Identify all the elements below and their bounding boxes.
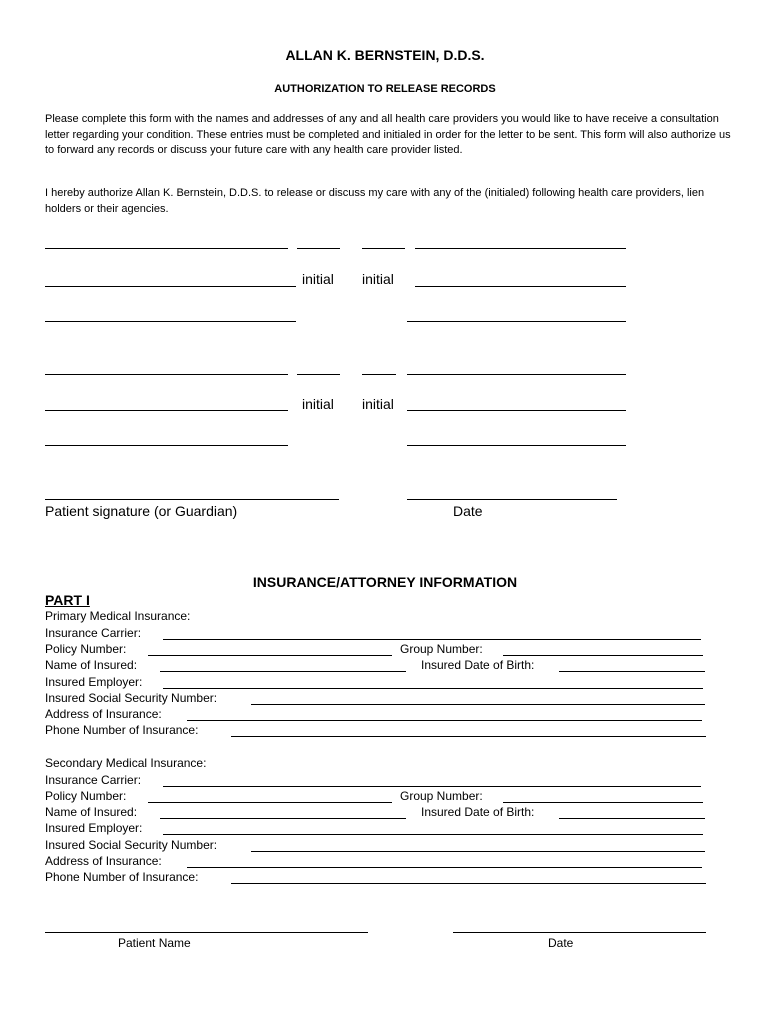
primary-insured-name-field[interactable] xyxy=(160,671,406,672)
provider-1-right-line-1[interactable] xyxy=(415,248,626,249)
provider-2-city-line[interactable] xyxy=(45,445,288,446)
provider-1-right-line-3[interactable] xyxy=(407,321,626,322)
secondary-group-field[interactable] xyxy=(503,802,703,803)
ssn-label: Insured Social Security Number: xyxy=(45,691,218,705)
signature-date-label: Date xyxy=(453,503,483,519)
initial-label: initial xyxy=(302,396,334,412)
provider-1-address-line[interactable] xyxy=(45,286,296,287)
address-label: Address of Insurance: xyxy=(45,854,162,868)
insured-name-label: Name of Insured: xyxy=(45,805,138,819)
provider-1-initial-line-a[interactable] xyxy=(297,248,340,249)
part-label: PART I xyxy=(45,592,90,608)
policy-label: Policy Number: xyxy=(45,789,127,803)
carrier-label: Insurance Carrier: xyxy=(45,773,142,787)
primary-dob-field[interactable] xyxy=(559,671,705,672)
secondary-phone-field[interactable] xyxy=(231,883,706,884)
secondary-employer-field[interactable] xyxy=(163,834,703,835)
group-label: Group Number: xyxy=(400,789,483,803)
intro-paragraph-2: I hereby authorize Allan K. Bernstein, D.D.S. to release or discuss my care with any of the (initialed) following health care providers, lien holders or their agencies. xyxy=(45,187,705,215)
policy-label: Policy Number: xyxy=(45,642,127,656)
provider-1-name-line[interactable] xyxy=(45,248,288,249)
provider-1-city-line[interactable] xyxy=(45,321,296,322)
provider-1-right-line-2[interactable] xyxy=(415,286,626,287)
provider-2-initial-line-a[interactable] xyxy=(297,374,340,375)
primary-group-field[interactable] xyxy=(503,655,703,656)
primary-address-field[interactable] xyxy=(187,720,702,721)
insurance-section-title: INSURANCE/ATTORNEY INFORMATION xyxy=(252,574,518,590)
secondary-policy-field[interactable] xyxy=(148,802,392,803)
provider-2-right-line-3[interactable] xyxy=(407,445,626,446)
secondary-carrier-field[interactable] xyxy=(163,786,701,787)
phone-label: Phone Number of Insurance: xyxy=(45,870,199,884)
patient-name-label: Patient Name xyxy=(118,936,191,950)
phone-label: Phone Number of Insurance: xyxy=(45,723,199,737)
secondary-dob-field[interactable] xyxy=(559,818,705,819)
patient-signature-label: Patient signature (or Guardian) xyxy=(45,503,238,519)
dob-label: Insured Date of Birth: xyxy=(421,805,535,819)
form-title: AUTHORIZATION TO RELEASE RECORDS xyxy=(274,83,496,95)
primary-employer-field[interactable] xyxy=(163,688,703,689)
initial-label: initial xyxy=(302,271,334,287)
footer-date-label: Date xyxy=(548,936,574,950)
secondary-ssn-field[interactable] xyxy=(251,851,705,852)
initial-label: initial xyxy=(362,396,394,412)
provider-2-name-line[interactable] xyxy=(45,374,288,375)
provider-2-initial-line-b[interactable] xyxy=(362,374,396,375)
employer-label: Insured Employer: xyxy=(45,675,143,689)
ssn-label: Insured Social Security Number: xyxy=(45,838,218,852)
patient-signature-line[interactable] xyxy=(45,499,339,500)
secondary-insured-name-field[interactable] xyxy=(160,818,406,819)
provider-2-right-line-1[interactable] xyxy=(407,374,626,375)
primary-policy-field[interactable] xyxy=(148,655,392,656)
dob-label: Insured Date of Birth: xyxy=(421,658,535,672)
intro-paragraph-1: Please complete this form with the names and addresses of any and all health care providers you would like to have receive a consultation letter regarding your condition. These entries must be completed and initialed in order for the letter to be sent. This form will also authorize us to forward any records or discuss your future care with any health care provider listed. xyxy=(45,113,731,156)
carrier-label: Insurance Carrier: xyxy=(45,626,142,640)
provider-2-address-line[interactable] xyxy=(45,410,288,411)
secondary-insurance-title: Secondary Medical Insurance: xyxy=(45,756,207,770)
address-label: Address of Insurance: xyxy=(45,707,162,721)
secondary-address-field[interactable] xyxy=(187,867,702,868)
insured-name-label: Name of Insured: xyxy=(45,658,138,672)
provider-2-right-line-2[interactable] xyxy=(407,410,626,411)
primary-ssn-field[interactable] xyxy=(251,704,705,705)
primary-carrier-field[interactable] xyxy=(163,639,701,640)
initial-label: initial xyxy=(362,271,394,287)
footer-date-line[interactable] xyxy=(453,932,706,933)
group-label: Group Number: xyxy=(400,642,483,656)
doctor-name: ALLAN K. BERNSTEIN, D.D.S. xyxy=(285,47,485,63)
patient-name-line[interactable] xyxy=(45,932,368,933)
provider-1-initial-line-b[interactable] xyxy=(362,248,405,249)
primary-insurance-title: Primary Medical Insurance: xyxy=(45,609,191,623)
primary-phone-field[interactable] xyxy=(231,736,706,737)
employer-label: Insured Employer: xyxy=(45,821,143,835)
signature-date-line[interactable] xyxy=(407,499,617,500)
